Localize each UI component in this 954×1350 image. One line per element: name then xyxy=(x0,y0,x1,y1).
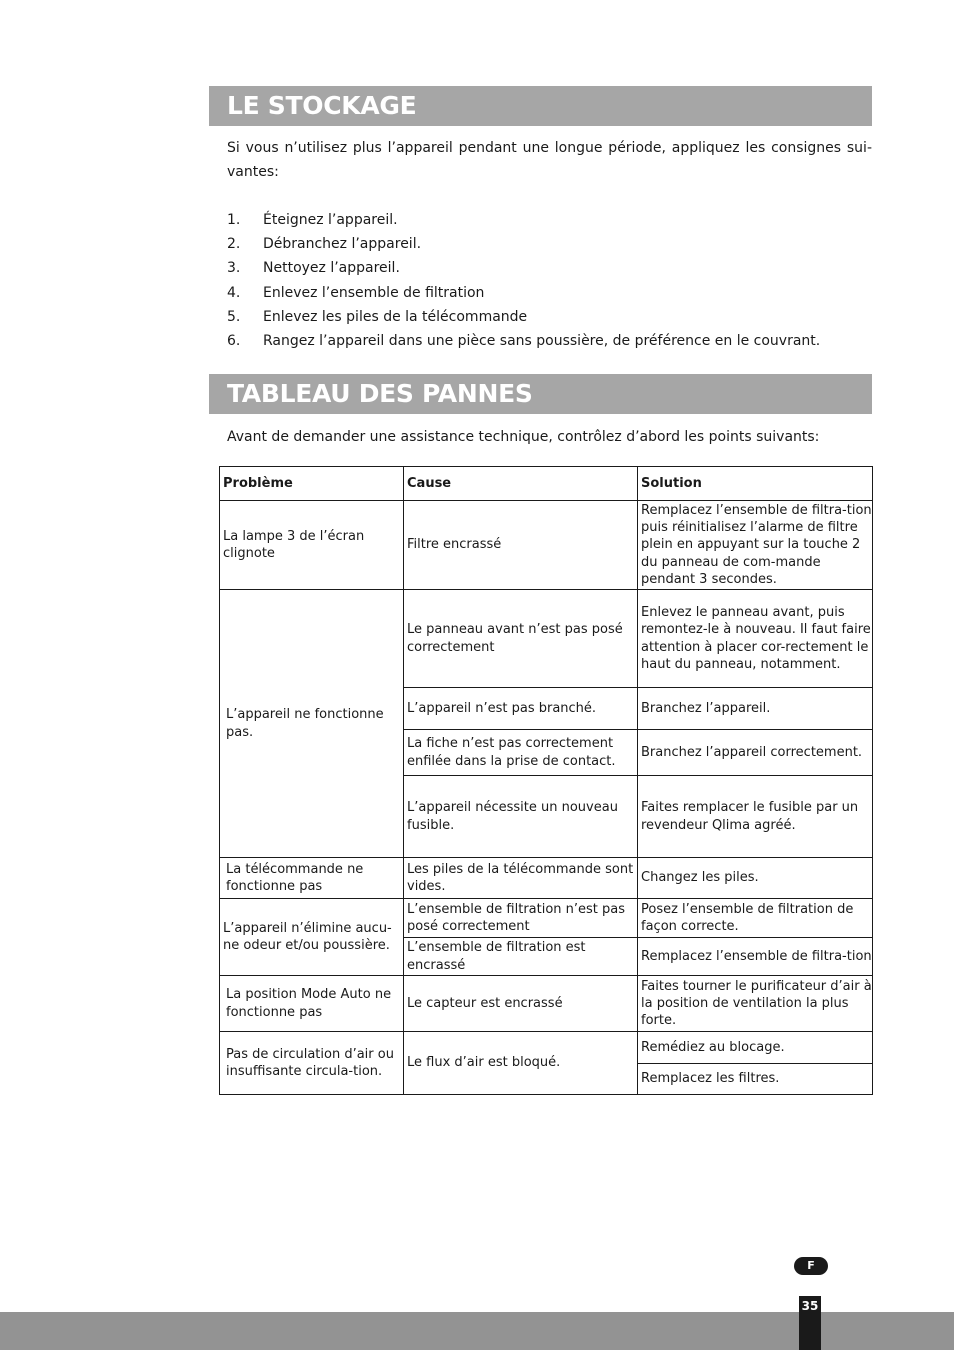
faults-heading: TABLEAU DES PANNES xyxy=(209,374,872,414)
language-badge: F xyxy=(794,1257,828,1275)
table-row xyxy=(220,899,873,938)
solution-cell: Faites remplacer le fusible par un revendeur Qlima agréé. xyxy=(638,776,873,858)
problem-cell: La lampe 3 de l’écran clignote xyxy=(220,501,404,590)
storage-steps xyxy=(227,208,820,353)
solution-cell: Branchez l’appareil. xyxy=(638,688,873,730)
fault-table xyxy=(219,466,873,1095)
list-item: 2. Débranchez l’appareil. xyxy=(227,236,422,253)
cause-cell: Le capteur est encrassé xyxy=(404,976,638,1032)
table-row xyxy=(220,976,873,1032)
cause-cell: La fiche n’est pas correctement enfilée dans la prise de contact. xyxy=(404,730,638,776)
cause-cell: L’appareil nécessite un nouveau fusible. xyxy=(404,776,638,858)
problem-cell: L’appareil ne fonctionne pas. xyxy=(220,590,404,858)
solution-cell: Faites tourner le purificateur d’air à la position de ventilation la plus forte. xyxy=(638,976,873,1032)
solution-cell: Remplacez l’ensemble de filtra-tion xyxy=(638,938,873,976)
storage-heading: LE STOCKAGE xyxy=(209,86,872,126)
header-problem: Problème xyxy=(220,467,404,501)
table-row xyxy=(220,858,873,899)
solution-cell: Enlevez le panneau avant, puis remontez-le à nouveau. Il faut faire attention à placer cor-rectement le haut du panneau, notamment. xyxy=(638,590,873,688)
problem-cell: L’appareil n’élimine aucu-ne odeur et/ou poussière. xyxy=(220,899,404,976)
list-item: 5. Enlevez les piles de la télécommande xyxy=(227,308,528,325)
faults-intro: Avant de demander une assistance technique, contrôlez d’abord les points suivants: xyxy=(227,429,820,445)
storage-intro: Si vous n’utilisez plus l’appareil pendant une longue période, appliquez les consignes sui-vantes: xyxy=(227,140,872,180)
cause-cell: L’ensemble de filtration n’est pas posé correctement xyxy=(404,899,638,938)
header-cause: Cause xyxy=(404,467,638,501)
cause-cell: Filtre encrassé xyxy=(404,501,638,590)
table-row xyxy=(220,590,873,688)
table-header-row xyxy=(220,467,873,501)
solution-cell: Branchez l’appareil correctement. xyxy=(638,730,873,776)
list-item: 4. Enlevez l’ensemble de filtration xyxy=(227,284,485,301)
list-item: 1. Éteignez l’appareil. xyxy=(227,212,398,228)
cause-cell: L’ensemble de filtration est encrassé xyxy=(404,938,638,976)
list-item: 3. Nettoyez l’appareil. xyxy=(227,260,400,277)
cause-cell: Le flux d’air est bloqué. xyxy=(404,1032,638,1095)
solution-cell: Posez l’ensemble de filtration de façon correcte. xyxy=(638,899,873,938)
header-solution: Solution xyxy=(638,467,873,501)
solution-cell: Remplacez l’ensemble de filtra-tion puis réinitialisez l’alarme de filtre plein en appuyant sur la touche 2 du panneau de com-mande pendant 3 secondes. xyxy=(638,501,873,590)
solution-cell: Remplacez les filtres. xyxy=(638,1064,873,1095)
cause-cell: Le panneau avant n’est pas posé correctement xyxy=(404,590,638,688)
table-row xyxy=(220,501,873,590)
table-row xyxy=(220,1032,873,1064)
problem-cell: Pas de circulation d’air ou insuffisante circula-tion. xyxy=(220,1032,404,1095)
solution-cell: Remédiez au blocage. xyxy=(638,1032,873,1064)
page-number: 35 xyxy=(799,1296,821,1350)
cause-cell: L’appareil n’est pas branché. xyxy=(404,688,638,730)
problem-cell: La télécommande ne fonctionne pas xyxy=(220,858,404,899)
solution-cell: Changez les piles. xyxy=(638,858,873,899)
cause-cell: Les piles de la télécommande sont vides. xyxy=(404,858,638,899)
list-item: 6. Rangez l’appareil dans une pièce sans poussière, de préférence en le couvrant. xyxy=(227,333,821,350)
problem-cell: La position Mode Auto ne fonctionne pas xyxy=(220,976,404,1032)
